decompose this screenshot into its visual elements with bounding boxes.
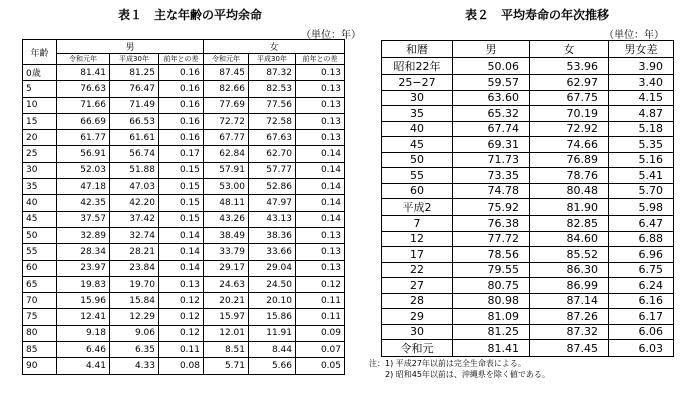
age-cell: 70 <box>23 293 57 309</box>
era-cell: 60 <box>382 183 453 199</box>
value-cell: 52.86 <box>249 179 296 195</box>
sub-header: 令和元年 <box>57 54 110 65</box>
age-cell: 85 <box>23 342 57 358</box>
table-row <box>382 216 674 232</box>
value-cell: 65.32 <box>453 106 530 122</box>
era-cell: 30 <box>382 90 453 106</box>
value-cell: 0.14 <box>159 227 204 243</box>
value-cell: 0.15 <box>159 179 204 195</box>
value-cell: 5.98 <box>609 199 674 216</box>
value-cell: 76.89 <box>530 152 609 168</box>
value-cell: 15.84 <box>110 293 159 309</box>
value-cell: 0.11 <box>296 293 345 309</box>
value-cell: 42.35 <box>57 195 110 211</box>
table-row <box>382 121 674 137</box>
table-row <box>382 262 674 278</box>
value-cell: 0.15 <box>159 195 204 211</box>
value-cell: 70.19 <box>530 106 609 122</box>
value-cell: 82.66 <box>204 81 249 97</box>
value-cell: 0.16 <box>159 65 204 81</box>
value-cell: 0.15 <box>159 211 204 227</box>
value-cell: 67.77 <box>204 130 249 146</box>
value-cell: 43.13 <box>249 211 296 227</box>
value-cell: 86.99 <box>530 278 609 294</box>
table-row <box>23 293 345 309</box>
era-cell: 25−27 <box>382 75 453 91</box>
value-cell: 6.06 <box>609 324 674 340</box>
value-cell: 0.16 <box>159 81 204 97</box>
age-cell: 10 <box>23 97 57 113</box>
value-cell: 6.96 <box>609 247 674 263</box>
age-cell: 45 <box>23 211 57 227</box>
value-cell: 87.45 <box>204 65 249 81</box>
value-cell: 0.14 <box>296 195 345 211</box>
value-cell: 0.12 <box>159 293 204 309</box>
female-group-header: 女 <box>204 40 345 54</box>
value-cell: 33.79 <box>204 244 249 260</box>
value-cell: 28.34 <box>57 244 110 260</box>
value-cell: 20.10 <box>249 293 296 309</box>
value-cell: 12.29 <box>110 309 159 325</box>
value-cell: 29.04 <box>249 260 296 276</box>
table-row <box>382 340 674 357</box>
age-cell: 15 <box>23 113 57 129</box>
value-cell: 74.78 <box>453 183 530 199</box>
value-cell: 0.14 <box>296 146 345 162</box>
value-cell: 38.49 <box>204 227 249 243</box>
sub-header: 平成30年 <box>110 54 159 65</box>
value-cell: 67.74 <box>453 121 530 137</box>
table-row <box>382 183 674 199</box>
value-cell: 24.50 <box>249 276 296 292</box>
value-cell: 47.03 <box>110 179 159 195</box>
value-cell: 6.47 <box>609 216 674 232</box>
value-cell: 15.96 <box>57 293 110 309</box>
value-cell: 6.17 <box>609 309 674 325</box>
table-row <box>23 97 345 113</box>
value-cell: 6.88 <box>609 231 674 247</box>
table-row <box>23 342 345 358</box>
value-cell: 0.14 <box>159 244 204 260</box>
value-cell: 12.41 <box>57 309 110 325</box>
table-row <box>382 137 674 153</box>
table1-title: 表１ 主な年齢の平均余命 <box>118 8 263 22</box>
table-row <box>23 81 345 97</box>
value-cell: 15.97 <box>204 309 249 325</box>
table-row <box>382 231 674 247</box>
value-cell: 0.13 <box>296 113 345 129</box>
value-cell: 53.00 <box>204 179 249 195</box>
value-cell: 63.60 <box>453 90 530 106</box>
table-row <box>23 162 345 178</box>
value-cell: 62.97 <box>530 75 609 91</box>
value-cell: 51.88 <box>110 162 159 178</box>
value-cell: 52.03 <box>57 162 110 178</box>
table-row <box>23 358 345 374</box>
value-cell: 72.58 <box>249 113 296 129</box>
value-cell: 48.11 <box>204 195 249 211</box>
value-cell: 28.21 <box>110 244 159 260</box>
value-cell: 9.18 <box>57 325 110 341</box>
value-cell: 77.56 <box>249 97 296 113</box>
value-cell: 5.71 <box>204 358 249 374</box>
table-row <box>23 146 345 162</box>
value-cell: 15.86 <box>249 309 296 325</box>
value-cell: 81.25 <box>110 65 159 81</box>
value-cell: 0.11 <box>296 309 345 325</box>
table-row <box>382 247 674 263</box>
value-cell: 71.66 <box>57 97 110 113</box>
value-cell: 0.12 <box>159 325 204 341</box>
value-cell: 4.15 <box>609 90 674 106</box>
table-row <box>382 168 674 184</box>
value-cell: 79.55 <box>453 262 530 278</box>
value-cell: 32.89 <box>57 227 110 243</box>
value-cell: 80.98 <box>453 293 530 309</box>
value-cell: 5.35 <box>609 137 674 153</box>
value-cell: 0.13 <box>296 227 345 243</box>
sub-header: 前年との差 <box>296 54 345 65</box>
value-cell: 0.08 <box>159 358 204 374</box>
value-cell: 84.60 <box>530 231 609 247</box>
value-cell: 81.09 <box>453 309 530 325</box>
era-cell: 28 <box>382 293 453 309</box>
table2-life-expectancy-trend <box>381 40 674 357</box>
value-cell: 87.14 <box>530 293 609 309</box>
table-row <box>23 113 345 129</box>
value-cell: 81.25 <box>453 324 530 340</box>
age-cell: 90 <box>23 358 57 374</box>
value-cell: 5.18 <box>609 121 674 137</box>
era-cell: 50 <box>382 152 453 168</box>
value-cell: 0.11 <box>159 342 204 358</box>
age-cell: 50 <box>23 227 57 243</box>
value-cell: 6.46 <box>57 342 110 358</box>
value-cell: 50.06 <box>453 58 530 75</box>
value-cell: 0.13 <box>159 276 204 292</box>
sub-header: 平成30年 <box>249 54 296 65</box>
table-row <box>382 293 674 309</box>
table-row <box>23 211 345 227</box>
value-cell: 56.91 <box>57 146 110 162</box>
value-cell: 74.66 <box>530 137 609 153</box>
sub-header: 前年との差 <box>159 54 204 65</box>
table-row <box>23 65 345 81</box>
value-cell: 72.92 <box>530 121 609 137</box>
table-row <box>23 227 345 243</box>
value-cell: 6.35 <box>110 342 159 358</box>
value-cell: 87.32 <box>530 324 609 340</box>
value-cell: 73.35 <box>453 168 530 184</box>
value-cell: 77.72 <box>453 231 530 247</box>
value-cell: 67.75 <box>530 90 609 106</box>
value-cell: 9.06 <box>110 325 159 341</box>
value-cell: 61.77 <box>57 130 110 146</box>
value-cell: 5.16 <box>609 152 674 168</box>
table-row <box>382 75 674 91</box>
value-cell: 0.13 <box>296 244 345 260</box>
value-cell: 19.70 <box>110 276 159 292</box>
era-cell: 12 <box>382 231 453 247</box>
table-row <box>23 195 345 211</box>
value-cell: 43.26 <box>204 211 249 227</box>
value-cell: 61.61 <box>110 130 159 146</box>
table-row <box>382 152 674 168</box>
value-cell: 0.13 <box>296 130 345 146</box>
value-cell: 20.21 <box>204 293 249 309</box>
value-cell: 5.66 <box>249 358 296 374</box>
value-cell: 77.69 <box>204 97 249 113</box>
table-row <box>23 260 345 276</box>
value-cell: 76.38 <box>453 216 530 232</box>
value-cell: 0.13 <box>296 81 345 97</box>
value-cell: 4.41 <box>57 358 110 374</box>
value-cell: 0.15 <box>159 162 204 178</box>
value-cell: 8.51 <box>204 342 249 358</box>
value-cell: 53.96 <box>530 58 609 75</box>
value-cell: 5.41 <box>609 168 674 184</box>
value-cell: 12.01 <box>204 325 249 341</box>
era-cell: 45 <box>382 137 453 153</box>
table-row <box>23 130 345 146</box>
age-cell: 80 <box>23 325 57 341</box>
value-cell: 6.75 <box>609 262 674 278</box>
col-male-header: 男 <box>453 41 530 58</box>
value-cell: 0.16 <box>159 97 204 113</box>
value-cell: 59.57 <box>453 75 530 91</box>
era-cell: 7 <box>382 216 453 232</box>
col-diff-header: 男女差 <box>609 41 674 58</box>
table-row <box>23 244 345 260</box>
value-cell: 33.66 <box>249 244 296 260</box>
table-row <box>23 179 345 195</box>
value-cell: 86.30 <box>530 262 609 278</box>
era-cell: 22 <box>382 262 453 278</box>
value-cell: 71.73 <box>453 152 530 168</box>
value-cell: 0.16 <box>159 130 204 146</box>
value-cell: 57.77 <box>249 162 296 178</box>
value-cell: 47.18 <box>57 179 110 195</box>
era-cell: 55 <box>382 168 453 184</box>
col-era-header: 和暦 <box>382 41 453 58</box>
value-cell: 66.69 <box>57 113 110 129</box>
value-cell: 80.75 <box>453 278 530 294</box>
value-cell: 6.24 <box>609 278 674 294</box>
value-cell: 76.63 <box>57 81 110 97</box>
value-cell: 87.45 <box>530 340 609 357</box>
sub-header: 令和元年 <box>204 54 249 65</box>
era-cell: 27 <box>382 278 453 294</box>
value-cell: 5.70 <box>609 183 674 199</box>
table-row <box>23 309 345 325</box>
value-cell: 0.14 <box>296 211 345 227</box>
value-cell: 29.17 <box>204 260 249 276</box>
value-cell: 87.26 <box>530 309 609 325</box>
table1-life-expectancy-by-age <box>22 39 345 375</box>
value-cell: 81.41 <box>57 65 110 81</box>
value-cell: 56.74 <box>110 146 159 162</box>
value-cell: 0.05 <box>296 358 345 374</box>
value-cell: 47.97 <box>249 195 296 211</box>
table-row <box>382 199 674 216</box>
table-row <box>382 324 674 340</box>
value-cell: 76.47 <box>110 81 159 97</box>
table-row <box>382 106 674 122</box>
footnote: 注：1) 平成27年以前は完全生命表による。 <box>369 359 526 368</box>
value-cell: 0.12 <box>296 276 345 292</box>
era-cell: 30 <box>382 324 453 340</box>
footnotes <box>369 358 550 380</box>
table1-unit: （単位：年） <box>301 30 361 41</box>
age-cell: 60 <box>23 260 57 276</box>
era-cell: 令和元 <box>382 340 453 357</box>
value-cell: 67.63 <box>249 130 296 146</box>
value-cell: 0.13 <box>296 65 345 81</box>
value-cell: 62.84 <box>204 146 249 162</box>
era-cell: 29 <box>382 309 453 325</box>
era-cell: 17 <box>382 247 453 263</box>
value-cell: 23.97 <box>57 260 110 276</box>
value-cell: 3.40 <box>609 75 674 91</box>
value-cell: 87.32 <box>249 65 296 81</box>
age-cell: 30 <box>23 162 57 178</box>
age-cell: 40 <box>23 195 57 211</box>
value-cell: 57.91 <box>204 162 249 178</box>
value-cell: 80.48 <box>530 183 609 199</box>
value-cell: 78.76 <box>530 168 609 184</box>
value-cell: 81.90 <box>530 199 609 216</box>
era-cell: 平成2 <box>382 199 453 216</box>
table-row <box>382 90 674 106</box>
table-row <box>382 309 674 325</box>
age-cell: 65 <box>23 276 57 292</box>
value-cell: 38.36 <box>249 227 296 243</box>
col-age-header: 年齢 <box>23 40 57 65</box>
table-row <box>23 276 345 292</box>
value-cell: 19.83 <box>57 276 110 292</box>
footnote: 2) 昭和45年以前は、沖縄県を除く値である。 <box>369 370 550 379</box>
value-cell: 42.20 <box>110 195 159 211</box>
era-cell: 昭和22年 <box>382 58 453 75</box>
value-cell: 0.13 <box>296 260 345 276</box>
value-cell: 0.14 <box>296 179 345 195</box>
table-row <box>23 325 345 341</box>
value-cell: 6.16 <box>609 293 674 309</box>
value-cell: 32.74 <box>110 227 159 243</box>
value-cell: 82.53 <box>249 81 296 97</box>
value-cell: 62.70 <box>249 146 296 162</box>
value-cell: 11.91 <box>249 325 296 341</box>
value-cell: 66.53 <box>110 113 159 129</box>
age-cell: 0歳 <box>23 65 57 81</box>
table2-title: 表２ 平均寿命の年次推移 <box>465 8 610 22</box>
era-cell: 40 <box>382 121 453 137</box>
value-cell: 23.84 <box>110 260 159 276</box>
value-cell: 0.09 <box>296 325 345 341</box>
age-cell: 35 <box>23 179 57 195</box>
value-cell: 78.56 <box>453 247 530 263</box>
value-cell: 81.41 <box>453 340 530 357</box>
value-cell: 82.85 <box>530 216 609 232</box>
value-cell: 8.44 <box>249 342 296 358</box>
table2-unit: （単位：年） <box>604 30 664 41</box>
value-cell: 0.14 <box>159 260 204 276</box>
value-cell: 0.12 <box>159 309 204 325</box>
era-cell: 35 <box>382 106 453 122</box>
value-cell: 69.31 <box>453 137 530 153</box>
value-cell: 0.07 <box>296 342 345 358</box>
value-cell: 4.87 <box>609 106 674 122</box>
table-row <box>382 58 674 75</box>
age-cell: 75 <box>23 309 57 325</box>
value-cell: 0.16 <box>159 113 204 129</box>
value-cell: 37.57 <box>57 211 110 227</box>
age-cell: 55 <box>23 244 57 260</box>
value-cell: 75.92 <box>453 199 530 216</box>
value-cell: 3.90 <box>609 58 674 75</box>
value-cell: 4.33 <box>110 358 159 374</box>
value-cell: 0.17 <box>159 146 204 162</box>
table-row <box>382 278 674 294</box>
value-cell: 0.13 <box>296 97 345 113</box>
age-cell: 25 <box>23 146 57 162</box>
male-group-header: 男 <box>57 40 204 54</box>
age-cell: 20 <box>23 130 57 146</box>
value-cell: 72.72 <box>204 113 249 129</box>
value-cell: 24.63 <box>204 276 249 292</box>
age-cell: 5 <box>23 81 57 97</box>
value-cell: 37.42 <box>110 211 159 227</box>
value-cell: 71.49 <box>110 97 159 113</box>
value-cell: 6.03 <box>609 340 674 357</box>
value-cell: 0.14 <box>296 162 345 178</box>
value-cell: 85.52 <box>530 247 609 263</box>
col-female-header: 女 <box>530 41 609 58</box>
